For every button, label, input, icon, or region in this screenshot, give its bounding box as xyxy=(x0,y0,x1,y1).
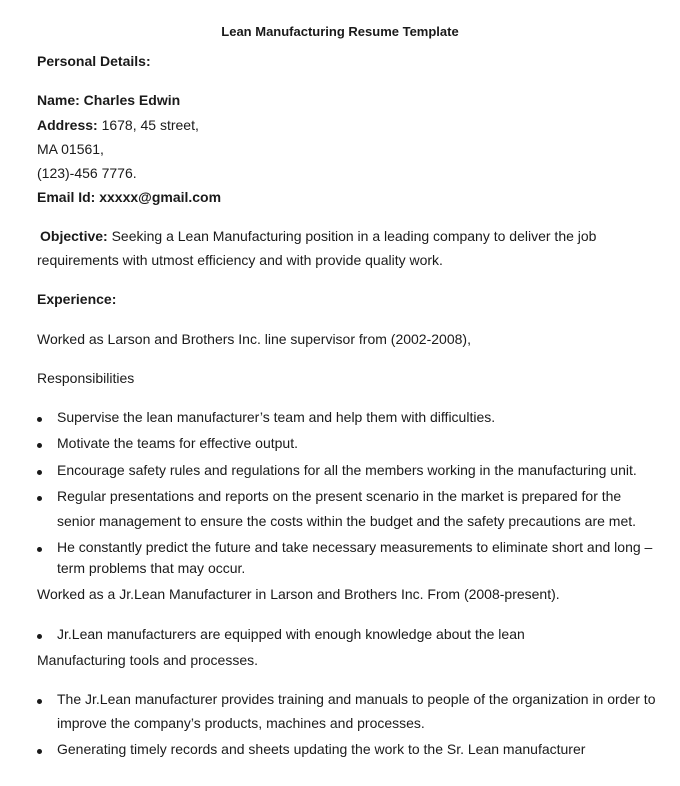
objective-line-2: requirements with utmost efficiency and with provide quality work. xyxy=(37,252,443,268)
list-item: Encourage safety rules and regulations for all the members working in the manufacturing unit. xyxy=(57,462,637,478)
bullet-icon xyxy=(37,741,45,757)
bullet-icon xyxy=(37,409,45,425)
address-label: Address: xyxy=(37,117,98,133)
bullet-icon xyxy=(37,435,45,451)
job-2: Worked as a Jr.Lean Manufacturer in Larson and Brothers Inc. From (2008-present). xyxy=(37,586,560,602)
list-item-continuation: improve the company’s products, machines and processes. xyxy=(57,715,425,731)
document-title: Lean Manufacturing Resume Template xyxy=(221,24,459,39)
experience-heading: Experience: xyxy=(37,291,117,307)
list-item-continuation: Manufacturing tools and processes. xyxy=(37,652,259,668)
address-line-2: MA 01561, xyxy=(37,141,104,157)
objective-text: Seeking a Lean Manufacturing position in a leading company to deliver the job xyxy=(107,228,597,244)
list-item: Motivate the teams for effective output. xyxy=(57,435,298,451)
list-item-continuation: term problems that may occur. xyxy=(57,560,246,576)
list-item-continuation: senior management to ensure the costs within the budget and the safety precautions are met. xyxy=(57,513,637,529)
email-line: Email Id: xxxxx@gmail.com xyxy=(37,189,222,205)
objective-line-1 xyxy=(40,228,596,244)
list-item: Generating timely records and sheets updating the work to the Sr. Lean manufacturer xyxy=(57,741,586,757)
bullet-icon xyxy=(37,462,45,478)
bullet-icon xyxy=(37,691,45,707)
list-item: The Jr.Lean manufacturer provides training and manuals to people of the organization in order to xyxy=(57,691,656,707)
address-value: 1678, 45 street, xyxy=(97,117,199,133)
address-line xyxy=(37,117,199,133)
list-item: Regular presentations and reports on the present scenario in the market is prepared for the xyxy=(57,488,622,504)
list-item: Supervise the lean manufacturer’s team and help them with difficulties. xyxy=(57,409,496,425)
phone-line: (123)-456 7776. xyxy=(37,165,137,181)
bullet-icon xyxy=(37,488,45,504)
responsibilities-label: Responsibilities xyxy=(37,370,135,386)
bullet-icon xyxy=(37,626,45,642)
list-item: Jr.Lean manufacturers are equipped with enough knowledge about the lean xyxy=(57,626,525,642)
personal-details-heading: Personal Details: xyxy=(37,53,151,69)
name-line: Name: Charles Edwin xyxy=(37,92,181,108)
bullet-icon xyxy=(37,539,45,555)
objective-label: Objective: xyxy=(40,228,108,244)
list-item: He constantly predict the future and take necessary measurements to eliminate short and long – xyxy=(57,539,653,555)
job-1: Worked as Larson and Brothers Inc. line supervisor from (2002-2008), xyxy=(37,331,471,347)
